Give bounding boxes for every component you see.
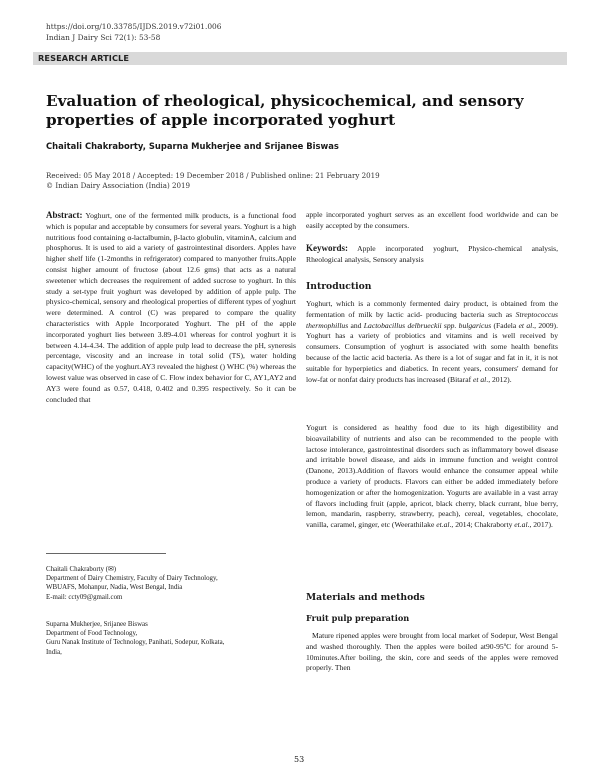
affiliation-line-1: Department of Dairy Chemistry, Faculty of Dairy Technology, [46,575,218,583]
abstract-text: Yoghurt, one of the fermented milk products, is a functional food which is popular and acceptable by consumers for several years. Yoghurt is a high nutritious food containing α-lactalbumin, β-lacto globulin, vitaminA, calcium and phosphorus. It is used to aid a variety of gastrointestinal disorders. Apples have higher shelf life (1-2months in refrigerator) compared to manyother fruits.Apple consist higher amount of fructose (about 12.6 gms) that acts as a natural sweetener which decreases the requirement of added sucrose to yoghurt. In this study a set-type fruit yoghurt was developed by addition of apple pulp. The physico-chemical, sensory and rheological properties of different types of yoghurt were determined. A control (C) was prepared to compare the quality characteristics with Apple Incorporated Yoghurt. The pH of the apple incorporated yoghurt lies between 3.89-4.01 whereas for control yoghurt it is between 4.14-4.34. The addition of apple pulp lead to decrease the pH, syneresis percentage, viscosity and an increase in total solid (TS), water holding capacity(WHC) of the yoghurt.AY3 revealed the highest () WHC (%) whereas the lowest value was observed in case of C. Flow index behavior for C, AY1,AY2 and AY3 were found as 0.57, 0.418, 0.402 and 0.395 respectively. So it can be concluded that [46,211,296,404]
intro-p2-text-b: ., 2014; Chakraborty [449,520,515,530]
intro-p1-text-b: and [348,320,364,330]
introduction-heading: Introduction [306,281,372,292]
keywords-text: Apple incorporated yoghurt, Physico-chemical analysis, Rheological analysis, Sensory analysis [306,244,558,264]
email-line[interactable]: E-mail: ccty09@gmail.com [46,593,123,601]
materials-methods-heading: Materials and methods [306,592,425,603]
intro-p1-text-c: (Fadela [491,320,519,330]
footnote-separator [46,553,166,554]
keywords [306,243,558,266]
article-type-band [33,52,567,65]
doi-link[interactable]: https://doi.org/10.33785/IJDS.2019.v72i01.006 [46,22,222,31]
introduction-paragraph-2 [306,423,558,531]
abstract-label: Abstract: [46,210,83,220]
affiliation-line-2: WBUAFS, Mohanpur, Nadia, West Bengal, India [46,584,183,592]
et-al-2: et al [473,374,487,384]
paper-title: Evaluation of rheological, physicochemical, and sensory properties of apple incorporated yoghurt [46,92,524,129]
et-al-4: et.al [514,520,528,530]
co-authors: Suparna Mukherjee, Srijanee Biswas [46,621,148,628]
intro-p1-text-a: Yoghurt, which is a commonly fermented dairy product, is obtained from the fermentation of milk by lactic acid- producing bacteria such as [306,299,558,319]
publication-dates [46,171,486,191]
author-list: Chaitali Chakraborty, Suparna Mukherjee and Srijanee Biswas [46,141,339,151]
affiliation-line-4: Guru Nanak Institute of Technology, Panihati, Sodepur, Kolkata, [46,639,225,647]
fruit-pulp-paragraph: Mature ripened apples were brought from local market of Sodepur, West Bengal and washed thoroughly. Then the apples were boiled at90-95ºC for around 5-10minutes.After boiling, the skin, core and seeds of the apples were removed properly. Then [306,631,558,673]
fruit-pulp-subheading: Fruit pulp preparation [306,613,410,623]
co-author-block [46,620,296,657]
dates-received-accepted: Received: 05 May 2018 / Accepted: 19 December 2018 / Published online: 21 February 2019 [46,171,380,180]
affiliation-line-5: India, [46,648,62,656]
introduction-paragraph-1 [306,299,558,385]
intro-p2-text-c: ., 2017). [527,520,553,530]
et-al-1: et al [518,320,533,330]
abstract-continuation: apple incorporated yoghurt serves as an excellent food worldwide and can be easily accepted by the consumers. [306,210,558,230]
affiliation-line-3: Department of Food Technology, [46,630,138,638]
correspondence-block [46,565,296,602]
intro-p1-text-e: ., 2012). [486,374,512,384]
keywords-label: Keywords: [306,243,348,253]
page-number: 53 [294,755,305,764]
et-al-3: et.al [436,520,450,530]
species-name-1: Streptococcus thermophillus [306,309,558,330]
abstract [46,210,296,470]
intro-p2-text-a: Yogurt is considered as healthy food due to its high digestibility and bioavailability of nutrients and also can be recommended to the people with lactose intolerance, gastrointestinal disorders such as inflammatory bowel disease and irritable bowel disease, and aids in immune function and weight control (Danone, 2013).Addition of flavors would enhance the consumer appeal while produce a variety of products. Flavors can either be added immediately before homogenization or after the homogenization. Yogurts are available in a vast array of flavors including fruit (apple, apricot, black cherry, black currant, blue berry, lemon, mandarin, raspberry, strawberry, peach), cereal, vegetables, chocolate, vanilla, caramel, ginger, etc (Weerathilake [306,423,558,530]
journal-citation: Indian J Dairy Sci 72(1): 53-58 [46,33,161,42]
article-type-label: RESEARCH ARTICLE [38,53,130,63]
species-name-2: Lactobacillus delbrueckii spp. bulgaricus [363,320,492,330]
copyright-line: © Indian Dairy Association (India) 2019 [46,181,191,190]
intro-p1-text-d: ., 2009). Yoghurt has a variety of probiotics and vitamins and is well received by consumers. Consumption of yoghurt is associated with some health benefits because of the lactic acid bacteria. As there is a lot of sugar and fat in it, it is not suitable for hyperpietics and diabetics. In recent years, consumers' demand for low-fat or nonfat dairy products has increased (Bitaraf [306,320,558,384]
corresponding-author: Chaitali Chakraborty (✉) [46,566,117,573]
